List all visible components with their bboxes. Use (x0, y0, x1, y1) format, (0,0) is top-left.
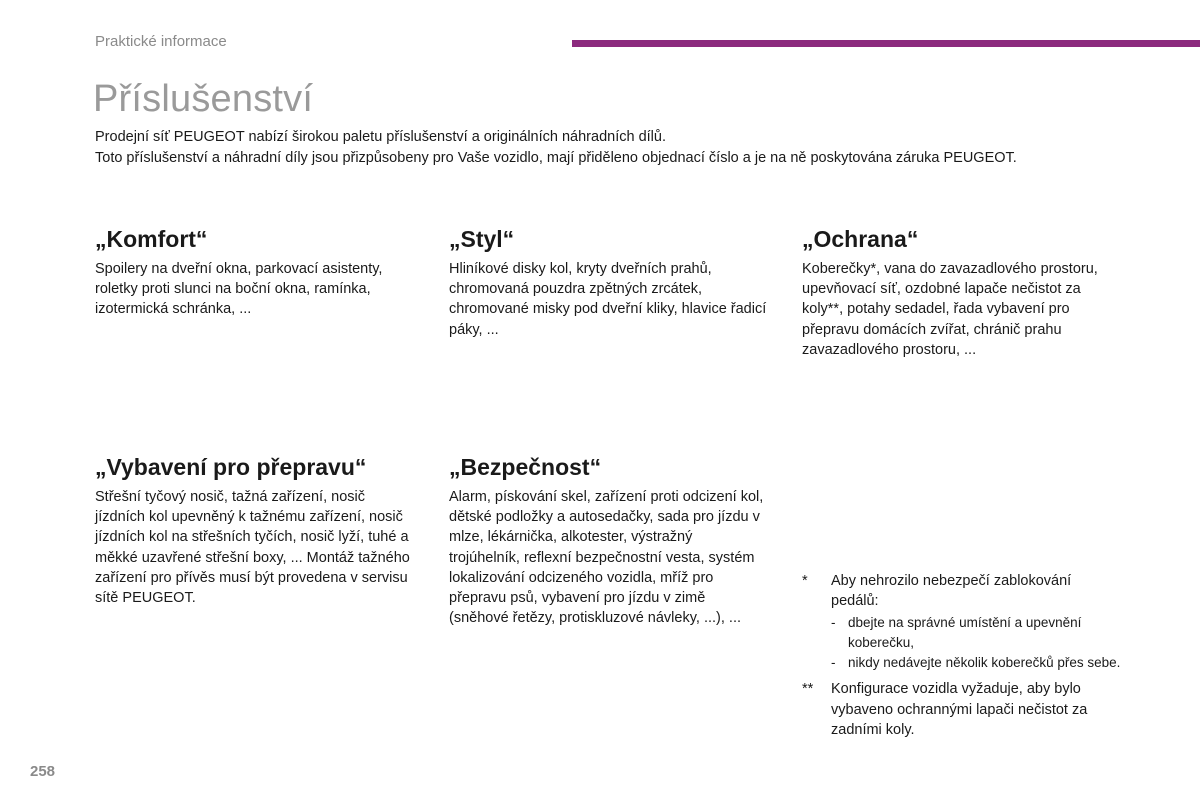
category-transport-text: Střešní tyčový nosič, tažná zařízení, nosič jízdních kol upevněný k tažnému zařízení, nosič jízdních kol na střešních tyčích, nosič lyží, tuhé a měkké uzavřené střešní boxy, ... Montáž tažného zařízení pro přívěs musí být provedena v servisu sítě PEUGEOT. (95, 489, 410, 607)
footnote-1-list (831, 613, 1122, 673)
category-style-title: „Styl“ (449, 226, 515, 252)
page-number: 258 (30, 763, 56, 780)
category-comfort-title: „Komfort“ (95, 226, 208, 252)
footnote-2-mark: ** (802, 681, 814, 698)
category-safety (449, 452, 767, 628)
category-safety-text: Alarm, pískování skel, zařízení proti odcizení kol, dětské podložky a autosedačky, sada pro jízdu v mlze, lékárnička, alkotester, výstražný trojúhelník, reflexní bezpečnostní vesta, systém lokalizování odcizeného vozidla, mříž pro přepravu psů, vybavení pro jízdu v zimě (sněhové řetězy, protiskluzové návleky, ...), ... (449, 489, 764, 627)
dash-marker: - (831, 615, 836, 631)
header-accent-bar (572, 40, 1200, 47)
footnote-1-text: Aby nehrozilo nebezpečí zablokování pedálů: (831, 573, 1072, 610)
category-protection-text: Koberečky*, vana do zavazadlového prostoru, upevňovací síť, ozdobné lapače nečistot za koly**, potahy sedadel, řada vybavení pro přepravu domácích zvířat, chránič prahu zavazadlového prostoru, ... (802, 261, 1098, 358)
footnote-2-text: Konfigurace vozidla vyžaduje, aby bylo vybaveno ochrannými lapači nečistot za zadními koly. (831, 681, 1088, 738)
category-safety-title: „Bezpečnost“ (449, 454, 602, 480)
intro-line-1: Prodejní síť PEUGEOT nabízí širokou paletu příslušenství a originálních náhradních dílů. (95, 129, 666, 145)
footnote-1-item-1-text: dbejte na správné umístění a upevnění koberečku, (848, 615, 1082, 651)
category-protection-title: „Ochrana“ (802, 226, 919, 252)
category-protection (802, 224, 1122, 360)
footnote-1 (802, 571, 1122, 673)
category-transport-title: „Vybavení pro přepravu“ (95, 454, 367, 480)
category-transport (95, 452, 410, 608)
footnote-2 (802, 679, 1122, 740)
footnote-1-item-2-text: nikdy nedávejte několik koberečků přes sebe. (848, 655, 1121, 671)
category-style-text: Hliníkové disky kol, kryty dveřních prahů, chromovaná pouzdra zpětných zrcátek, chromované misky pod dveřní kliky, hlavice řadicí páky, ... (449, 261, 767, 338)
footnote-1-item-1 (831, 613, 1122, 653)
intro-text (95, 127, 1115, 169)
category-comfort-text: Spoilery na dveřní okna, parkovací asistenty, roletky proti slunci na boční okna, ramínka, izotermická schránka, ... (95, 261, 383, 318)
footnote-1-mark: * (802, 573, 808, 589)
section-label: Praktické informace (95, 33, 227, 50)
category-comfort (95, 224, 415, 320)
category-style (449, 224, 769, 340)
footnote-1-item-2 (831, 653, 1122, 673)
footnote-1-body (831, 571, 1122, 673)
footnotes (802, 571, 1122, 744)
dash-marker: - (831, 655, 836, 671)
intro-line-2: Toto příslušenství a náhradní díly jsou přizpůsobeny pro Vaše vozidlo, mají přiděleno objednací číslo a je na ně poskytována záruka PEUGEOT. (95, 150, 1017, 166)
page-title: Příslušenství (93, 78, 314, 120)
